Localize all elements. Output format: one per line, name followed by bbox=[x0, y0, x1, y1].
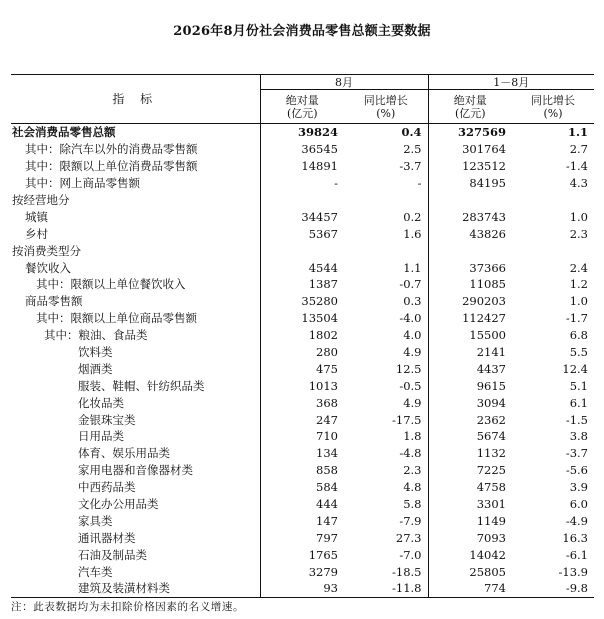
table-row bbox=[11, 141, 594, 158]
cell-month-yoy bbox=[344, 192, 428, 209]
cell-ytd-yoy: 2.4 bbox=[569, 260, 588, 275]
row-label: 化妆品类 bbox=[11, 394, 260, 411]
cell-ytd-abs: 290203 bbox=[462, 294, 506, 309]
header-yoy-line1: 同比增长 bbox=[363, 93, 408, 107]
table-row bbox=[11, 310, 594, 327]
header-abs-line2: (亿元) bbox=[286, 106, 318, 120]
cell-month-yoy: 4.0 bbox=[344, 327, 428, 344]
cell-ytd-abs: 7093 bbox=[476, 530, 506, 545]
row-label: 日用品类 bbox=[11, 428, 260, 445]
cell-month-yoy: 2.5 bbox=[344, 141, 428, 158]
cell-month-yoy: -7.9 bbox=[344, 512, 428, 529]
row-label: 其中：除汽车以外的消费品零售额 bbox=[11, 141, 260, 158]
header-group-ytd: 1－8月 bbox=[428, 75, 594, 90]
cell-ytd-yoy: 3.8 bbox=[569, 429, 588, 444]
row-label: 烟酒类 bbox=[11, 360, 260, 377]
cell-ytd-abs: 4758 bbox=[476, 480, 506, 495]
cell-month-yoy: 5.8 bbox=[344, 496, 428, 513]
cell-ytd-abs: 3094 bbox=[476, 395, 506, 410]
row-label: 其中：粮油、食品类 bbox=[11, 327, 260, 344]
cell-ytd-abs: 301764 bbox=[462, 142, 506, 157]
cell-ytd-abs: 123512 bbox=[462, 159, 506, 174]
cell-month-yoy: -4.8 bbox=[344, 445, 428, 462]
row-label: 商品零售额 bbox=[11, 293, 260, 310]
cell-month-abs: 147 bbox=[316, 513, 338, 528]
cell-month-yoy: 1.1 bbox=[344, 259, 428, 276]
row-label: 服装、鞋帽、针纺织品类 bbox=[11, 377, 260, 394]
cell-ytd-yoy: 3.9 bbox=[569, 480, 588, 495]
table-row bbox=[11, 546, 594, 563]
cell-ytd-abs: 112427 bbox=[462, 311, 506, 326]
cell-ytd-abs: 15500 bbox=[469, 328, 506, 343]
row-label: 中西药品类 bbox=[11, 479, 260, 496]
table-row bbox=[11, 496, 594, 513]
page-title: 2026年8月份社会消费品零售总额主要数据 bbox=[173, 24, 431, 39]
cell-month-abs: 1802 bbox=[308, 328, 338, 343]
row-label: 家用电器和音像器材类 bbox=[11, 462, 260, 479]
cell-month-abs: 4544 bbox=[308, 260, 338, 275]
cell-ytd-yoy: -4.9 bbox=[565, 513, 588, 528]
cell-ytd-yoy: 5.5 bbox=[569, 345, 588, 360]
table-row bbox=[11, 276, 594, 293]
cell-ytd-yoy: 1.0 bbox=[569, 294, 588, 309]
cell-ytd-yoy: 16.3 bbox=[562, 530, 588, 545]
header-yoy-line2: (%) bbox=[543, 106, 563, 120]
row-label: 饮料类 bbox=[11, 344, 260, 361]
table-row bbox=[11, 208, 594, 225]
cell-ytd-yoy: -9.8 bbox=[512, 580, 594, 597]
cell-month-yoy: -18.5 bbox=[344, 563, 428, 580]
table-row bbox=[11, 580, 594, 597]
cell-ytd-abs: 2362 bbox=[476, 412, 506, 427]
cell-month-yoy: 0.2 bbox=[344, 208, 428, 225]
cell-month-yoy: -3.7 bbox=[344, 158, 428, 175]
cell-ytd-yoy: 4.3 bbox=[569, 176, 588, 191]
table-row bbox=[11, 479, 594, 496]
retail-sales-table bbox=[11, 74, 594, 598]
header-yoy-line1: 同比增长 bbox=[531, 93, 575, 107]
cell-month-yoy: 1.8 bbox=[344, 428, 428, 445]
cell-month-yoy: 27.3 bbox=[344, 529, 428, 546]
cell-month-yoy: 12.5 bbox=[344, 360, 428, 377]
header-abs-line2: (亿元) bbox=[454, 106, 486, 120]
cell-ytd-abs: 3301 bbox=[476, 497, 506, 512]
row-label: 乡村 bbox=[11, 225, 260, 242]
cell-month-abs: 134 bbox=[316, 446, 338, 461]
row-label: 体育、娱乐用品类 bbox=[11, 445, 260, 462]
cell-ytd-abs: 4437 bbox=[476, 361, 506, 376]
cell-month-abs: 858 bbox=[316, 463, 338, 478]
cell-month-abs: 1387 bbox=[308, 277, 338, 292]
row-label: 金银珠宝类 bbox=[11, 411, 260, 428]
header-ytd-yoy bbox=[512, 90, 594, 124]
cell-ytd-yoy: 6.8 bbox=[569, 328, 588, 343]
header-abs-line1: 绝对量 bbox=[285, 93, 319, 107]
row-label: 家具类 bbox=[11, 512, 260, 529]
cell-ytd-abs: 43826 bbox=[469, 226, 506, 241]
row-label: 其中：限额以上单位餐饮收入 bbox=[11, 276, 260, 293]
table-row bbox=[11, 225, 594, 242]
cell-month-yoy: -0.5 bbox=[344, 377, 428, 394]
cell-ytd-abs: 2141 bbox=[476, 345, 506, 360]
cell-ytd-abs: 1132 bbox=[476, 446, 506, 461]
cell-ytd-yoy: 6.1 bbox=[569, 395, 588, 410]
cell-ytd-yoy: -13.9 bbox=[558, 564, 588, 579]
cell-month-abs: 475 bbox=[316, 361, 338, 376]
header-yoy-line2: (%) bbox=[376, 106, 396, 120]
table-row bbox=[11, 344, 594, 361]
cell-ytd-yoy: 5.1 bbox=[569, 378, 588, 393]
cell-month-abs: - bbox=[334, 176, 338, 191]
table-row bbox=[11, 293, 594, 310]
cell-ytd-yoy: 2.3 bbox=[569, 226, 588, 241]
row-label: 建筑及装潢材料类 bbox=[11, 580, 260, 597]
row-label: 其中：网上商品零售额 bbox=[11, 175, 260, 192]
cell-ytd-yoy: -1.5 bbox=[565, 412, 588, 427]
cell-month-abs: 34457 bbox=[301, 209, 338, 224]
table-row bbox=[11, 462, 594, 479]
table-body bbox=[11, 124, 594, 598]
header-group-month: 8月 bbox=[260, 75, 428, 90]
cell-ytd-abs: 327569 bbox=[457, 125, 506, 140]
row-label: 石油及制品类 bbox=[11, 546, 260, 563]
cell-ytd-abs: 25805 bbox=[469, 564, 506, 579]
cell-month-yoy: 4.9 bbox=[344, 394, 428, 411]
cell-ytd-abs: 5674 bbox=[476, 429, 506, 444]
row-label: 按消费类型分 bbox=[11, 242, 260, 259]
cell-ytd-abs: 14042 bbox=[469, 547, 506, 562]
cell-month-yoy: 4.8 bbox=[344, 479, 428, 496]
header-category: 指 标 bbox=[11, 75, 260, 124]
cell-month-abs bbox=[260, 242, 344, 259]
cell-month-abs: 14891 bbox=[301, 159, 338, 174]
table-row bbox=[11, 158, 594, 175]
cell-ytd-yoy: 6.0 bbox=[569, 497, 588, 512]
cell-ytd-yoy: -1.4 bbox=[565, 159, 588, 174]
cell-month-abs: 5367 bbox=[308, 226, 338, 241]
cell-ytd-abs: 774 bbox=[428, 580, 512, 597]
cell-ytd-abs: 283743 bbox=[462, 209, 506, 224]
table-row bbox=[11, 377, 594, 394]
table-row bbox=[11, 259, 594, 276]
header-ytd-abs bbox=[428, 90, 512, 124]
table-row bbox=[11, 175, 594, 192]
cell-ytd-yoy bbox=[512, 192, 594, 209]
cell-month-abs: 93 bbox=[260, 580, 344, 597]
cell-month-abs: 710 bbox=[316, 429, 338, 444]
cell-month-abs bbox=[260, 192, 344, 209]
row-label: 汽车类 bbox=[11, 563, 260, 580]
table-row bbox=[11, 428, 594, 445]
cell-ytd-abs bbox=[428, 242, 512, 259]
cell-month-abs: 35280 bbox=[301, 294, 338, 309]
cell-ytd-yoy: 1.2 bbox=[569, 277, 588, 292]
cell-month-abs: 584 bbox=[316, 480, 338, 495]
cell-month-yoy: -7.0 bbox=[344, 546, 428, 563]
table-row bbox=[11, 394, 594, 411]
table-row bbox=[11, 242, 594, 259]
table-row bbox=[11, 563, 594, 580]
table-row bbox=[11, 445, 594, 462]
table-row bbox=[11, 124, 594, 141]
cell-month-yoy: - bbox=[344, 175, 428, 192]
cell-month-abs: 3279 bbox=[308, 564, 338, 579]
cell-month-abs: 368 bbox=[316, 395, 338, 410]
cell-month-abs: 797 bbox=[316, 530, 338, 545]
cell-month-abs: 1013 bbox=[308, 378, 338, 393]
cell-month-yoy: 4.9 bbox=[344, 344, 428, 361]
cell-ytd-yoy: 2.7 bbox=[569, 142, 588, 157]
table-row bbox=[11, 360, 594, 377]
row-label: 社会消费品零售总额 bbox=[11, 124, 260, 141]
cell-month-abs: 280 bbox=[316, 345, 338, 360]
cell-ytd-abs: 7225 bbox=[476, 463, 506, 478]
table-row bbox=[11, 411, 594, 428]
cell-month-yoy: -4.0 bbox=[344, 310, 428, 327]
cell-ytd-yoy bbox=[512, 242, 594, 259]
table-row bbox=[11, 327, 594, 344]
row-label: 文化办公用品类 bbox=[11, 496, 260, 513]
cell-ytd-yoy: 1.0 bbox=[569, 209, 588, 224]
row-label: 其中：限额以上单位商品零售额 bbox=[11, 310, 260, 327]
cell-month-yoy: 2.3 bbox=[344, 462, 428, 479]
cell-month-yoy: 0.3 bbox=[344, 293, 428, 310]
cell-ytd-abs: 9615 bbox=[476, 378, 506, 393]
cell-month-yoy bbox=[344, 242, 428, 259]
header-month-abs bbox=[260, 90, 344, 124]
row-label: 通讯器材类 bbox=[11, 529, 260, 546]
cell-ytd-abs bbox=[428, 192, 512, 209]
cell-month-abs: 39824 bbox=[297, 125, 338, 140]
cell-month-yoy: -0.7 bbox=[344, 276, 428, 293]
row-label: 其中：限额以上单位消费品零售额 bbox=[11, 158, 260, 175]
header-month-yoy bbox=[344, 90, 428, 124]
cell-ytd-abs: 37366 bbox=[469, 260, 506, 275]
table-row bbox=[11, 529, 594, 546]
cell-ytd-abs: 84195 bbox=[469, 176, 506, 191]
row-label: 餐饮收入 bbox=[11, 259, 260, 276]
cell-month-abs: 13504 bbox=[301, 311, 338, 326]
cell-ytd-yoy: 12.4 bbox=[562, 361, 588, 376]
cell-month-abs: 1765 bbox=[308, 547, 338, 562]
table-row bbox=[11, 512, 594, 529]
cell-month-yoy: 1.6 bbox=[344, 225, 428, 242]
cell-month-abs: 36545 bbox=[301, 142, 338, 157]
cell-month-yoy: -17.5 bbox=[344, 411, 428, 428]
cell-ytd-yoy: -5.6 bbox=[565, 463, 588, 478]
cell-month-abs: 247 bbox=[316, 412, 338, 427]
cell-ytd-abs: 1149 bbox=[476, 513, 506, 528]
cell-ytd-yoy: -1.7 bbox=[565, 311, 588, 326]
row-label: 城镇 bbox=[11, 208, 260, 225]
cell-ytd-yoy: -6.1 bbox=[565, 547, 588, 562]
header-abs-line1: 绝对量 bbox=[453, 93, 487, 107]
cell-month-abs: 444 bbox=[316, 497, 338, 512]
footnote: 注：此表数据均为未扣除价格因素的名义增速。 bbox=[11, 601, 245, 613]
cell-ytd-yoy: 1.1 bbox=[567, 125, 588, 140]
cell-month-yoy: -11.8 bbox=[344, 580, 428, 597]
row-label: 按经营地分 bbox=[11, 192, 260, 209]
cell-ytd-yoy: -3.7 bbox=[565, 446, 588, 461]
cell-month-yoy: 0.4 bbox=[344, 124, 428, 141]
table-row bbox=[11, 192, 594, 209]
cell-ytd-abs: 11085 bbox=[469, 277, 506, 292]
